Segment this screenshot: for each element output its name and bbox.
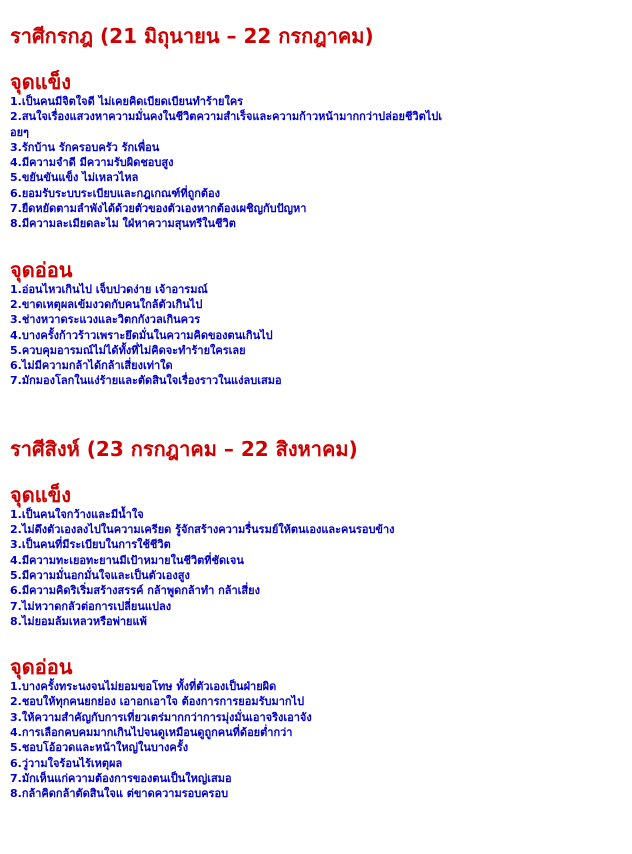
list-item: 8.ไม่ยอมล้มเหลวหรือพ่ายแพ้ bbox=[10, 614, 147, 628]
list-item: 5.ขยันขันแข็ง ไม่เหลวไหล bbox=[10, 171, 139, 185]
list-item: 6.ไม่มีความกล้าได้กล้าเสี่ยงเท่าใด bbox=[10, 359, 173, 373]
list-item: 4.การเลือกคบคมมากเกินไปจนดูเหมือนดูถูกคนที่ด้อยต่ำกว่า bbox=[10, 726, 293, 740]
zodiac-section-cancer bbox=[10, 22, 625, 389]
list-item: 4.บางครั้งก้าวร้าวเพราะยึดมั่นในความคิดของตนเกินไป bbox=[10, 328, 273, 342]
zodiac-section-leo bbox=[10, 435, 625, 802]
list-item: 3.ช่างหวาดระแวงและวิตกกังวลเกินควร bbox=[10, 313, 201, 327]
list-item: 7.ไม่หวาดกลัวต่อการเปลี่ยนแปลง bbox=[10, 599, 172, 613]
list-item: 3.เป็นคนที่มีระเบียบในการใช้ชีวิต bbox=[10, 538, 171, 552]
list-item: 7.มักมองโลกในแง่ร้ายและตัดสินใจเรื่องราวในแง่ลบเสมอ bbox=[10, 374, 282, 388]
list-item: 8.กล้าคิดกล้าตัดสินใจแ ต่ขาดความรอบครอบ bbox=[10, 787, 229, 801]
zodiac-title: ราศีสิงห์ (23 กรกฎาคม – 22 สิงหาคม) bbox=[10, 436, 358, 461]
list-item: 6.มีความคิดริเริ่มสร้างสรรค์ กล้าพูดกล้าทำ กล้าเสี่ยง bbox=[10, 584, 260, 598]
list-item: 1.บางครั้งทระนงจนไม่ยอมขอโทษ ทั้งที่ตัวเองเป็นฝ่ายผิด bbox=[10, 680, 277, 694]
strengths-list bbox=[10, 507, 625, 629]
list-item: 4.มีความจำดี มีความรับผิดชอบสูง bbox=[10, 156, 174, 170]
list-item: 5.ชอบโอ้อวดและหน้าใหญ่ในบางครั้ง bbox=[10, 741, 189, 755]
list-item: 3.รักบ้าน รักครอบครัว รักเพื่อน bbox=[10, 140, 160, 154]
list-item: อยๆ bbox=[10, 125, 29, 139]
weaknesses-heading: จุดอ่อน bbox=[10, 655, 73, 680]
list-item: 2.ขาดเหตุผลเข้มงวดกับคนใกล้ตัวเกินไป bbox=[10, 297, 203, 311]
list-item: 1.เป็นคนมีจิตใจดี ไม่เคยคิดเบียดเบียนทำร้ายใคร bbox=[10, 95, 244, 108]
weaknesses-heading: จุดอ่อน bbox=[10, 257, 73, 282]
list-item: 7.ยืดหยัดตามลำพังได้ด้วยตัวของตัวเองหากต้องเผชิญกับปัญหา bbox=[10, 202, 307, 216]
strengths-heading: จุดแข็ง bbox=[10, 70, 72, 94]
strengths-heading: จุดแข็ง bbox=[10, 482, 72, 507]
zodiac-title: ราศีกรกฎ (21 มิถุนายน – 22 กรกฎาคม) bbox=[10, 24, 374, 48]
list-item: 6.ยอมรับระบบระเบียบและกฎเกณฑ์ที่ถูกต้อง bbox=[10, 186, 221, 200]
strengths-list bbox=[10, 94, 625, 232]
list-item: 2.ชอบให้ทุกคนยกย่อง เอาอกเอาใจ ต้องการการยอมรับมากไป bbox=[10, 695, 305, 709]
list-item: 7.มักเห็นแก่ความต้องการของตนเป็นใหญ่เสมอ bbox=[10, 771, 232, 785]
weaknesses-list bbox=[10, 679, 625, 801]
list-item: 8.มีความละเมียดละไม ใฝ่หาความสุนทรีในชีวิต bbox=[10, 217, 236, 231]
weaknesses-list bbox=[10, 282, 625, 389]
list-item: 1.อ่อนไหวเกินไป เจ็บปวดง่าย เจ้าอารมณ์ bbox=[10, 282, 208, 296]
list-item: 1.เป็นคนใจกว้างและมีน้ำใจ bbox=[10, 507, 144, 521]
list-item: 4.มีความทะเยอทะยานมีเป้าหมายในชีวิตที่ชัดเจน bbox=[10, 553, 244, 567]
list-item: 3.ให้ความสำคัญกับการเที่ยวเตร่มากกว่าการมุ่งมั่นเอาจริงเอาจัง bbox=[10, 710, 312, 724]
horoscope-document bbox=[10, 22, 625, 802]
list-item: 5.ควบคุมอารมณ์ไม่ได้ทั้งที่ไม่คิดจะทำร้ายใครเลย bbox=[10, 343, 246, 357]
list-item: 5.มีความมั่นอกมั่นใจและเป็นตัวเองสูง bbox=[10, 568, 190, 582]
list-item: 2.ไม่ดึงตัวเองลงไปในความเครียด รู้จักสร้างความรื่นรมย์ให้ตนเองและคนรอบข้าง bbox=[10, 523, 395, 537]
list-item: 6.วู่วามใจร้อนไร้เหตุผล bbox=[10, 756, 123, 770]
list-item: 2.สนใจเรื่องแสวงหาความมั่นคงในชีวิตความสำเร็จและความก้าวหน้ามากกว่าปล่อยชีวิตไปเ bbox=[10, 110, 443, 124]
